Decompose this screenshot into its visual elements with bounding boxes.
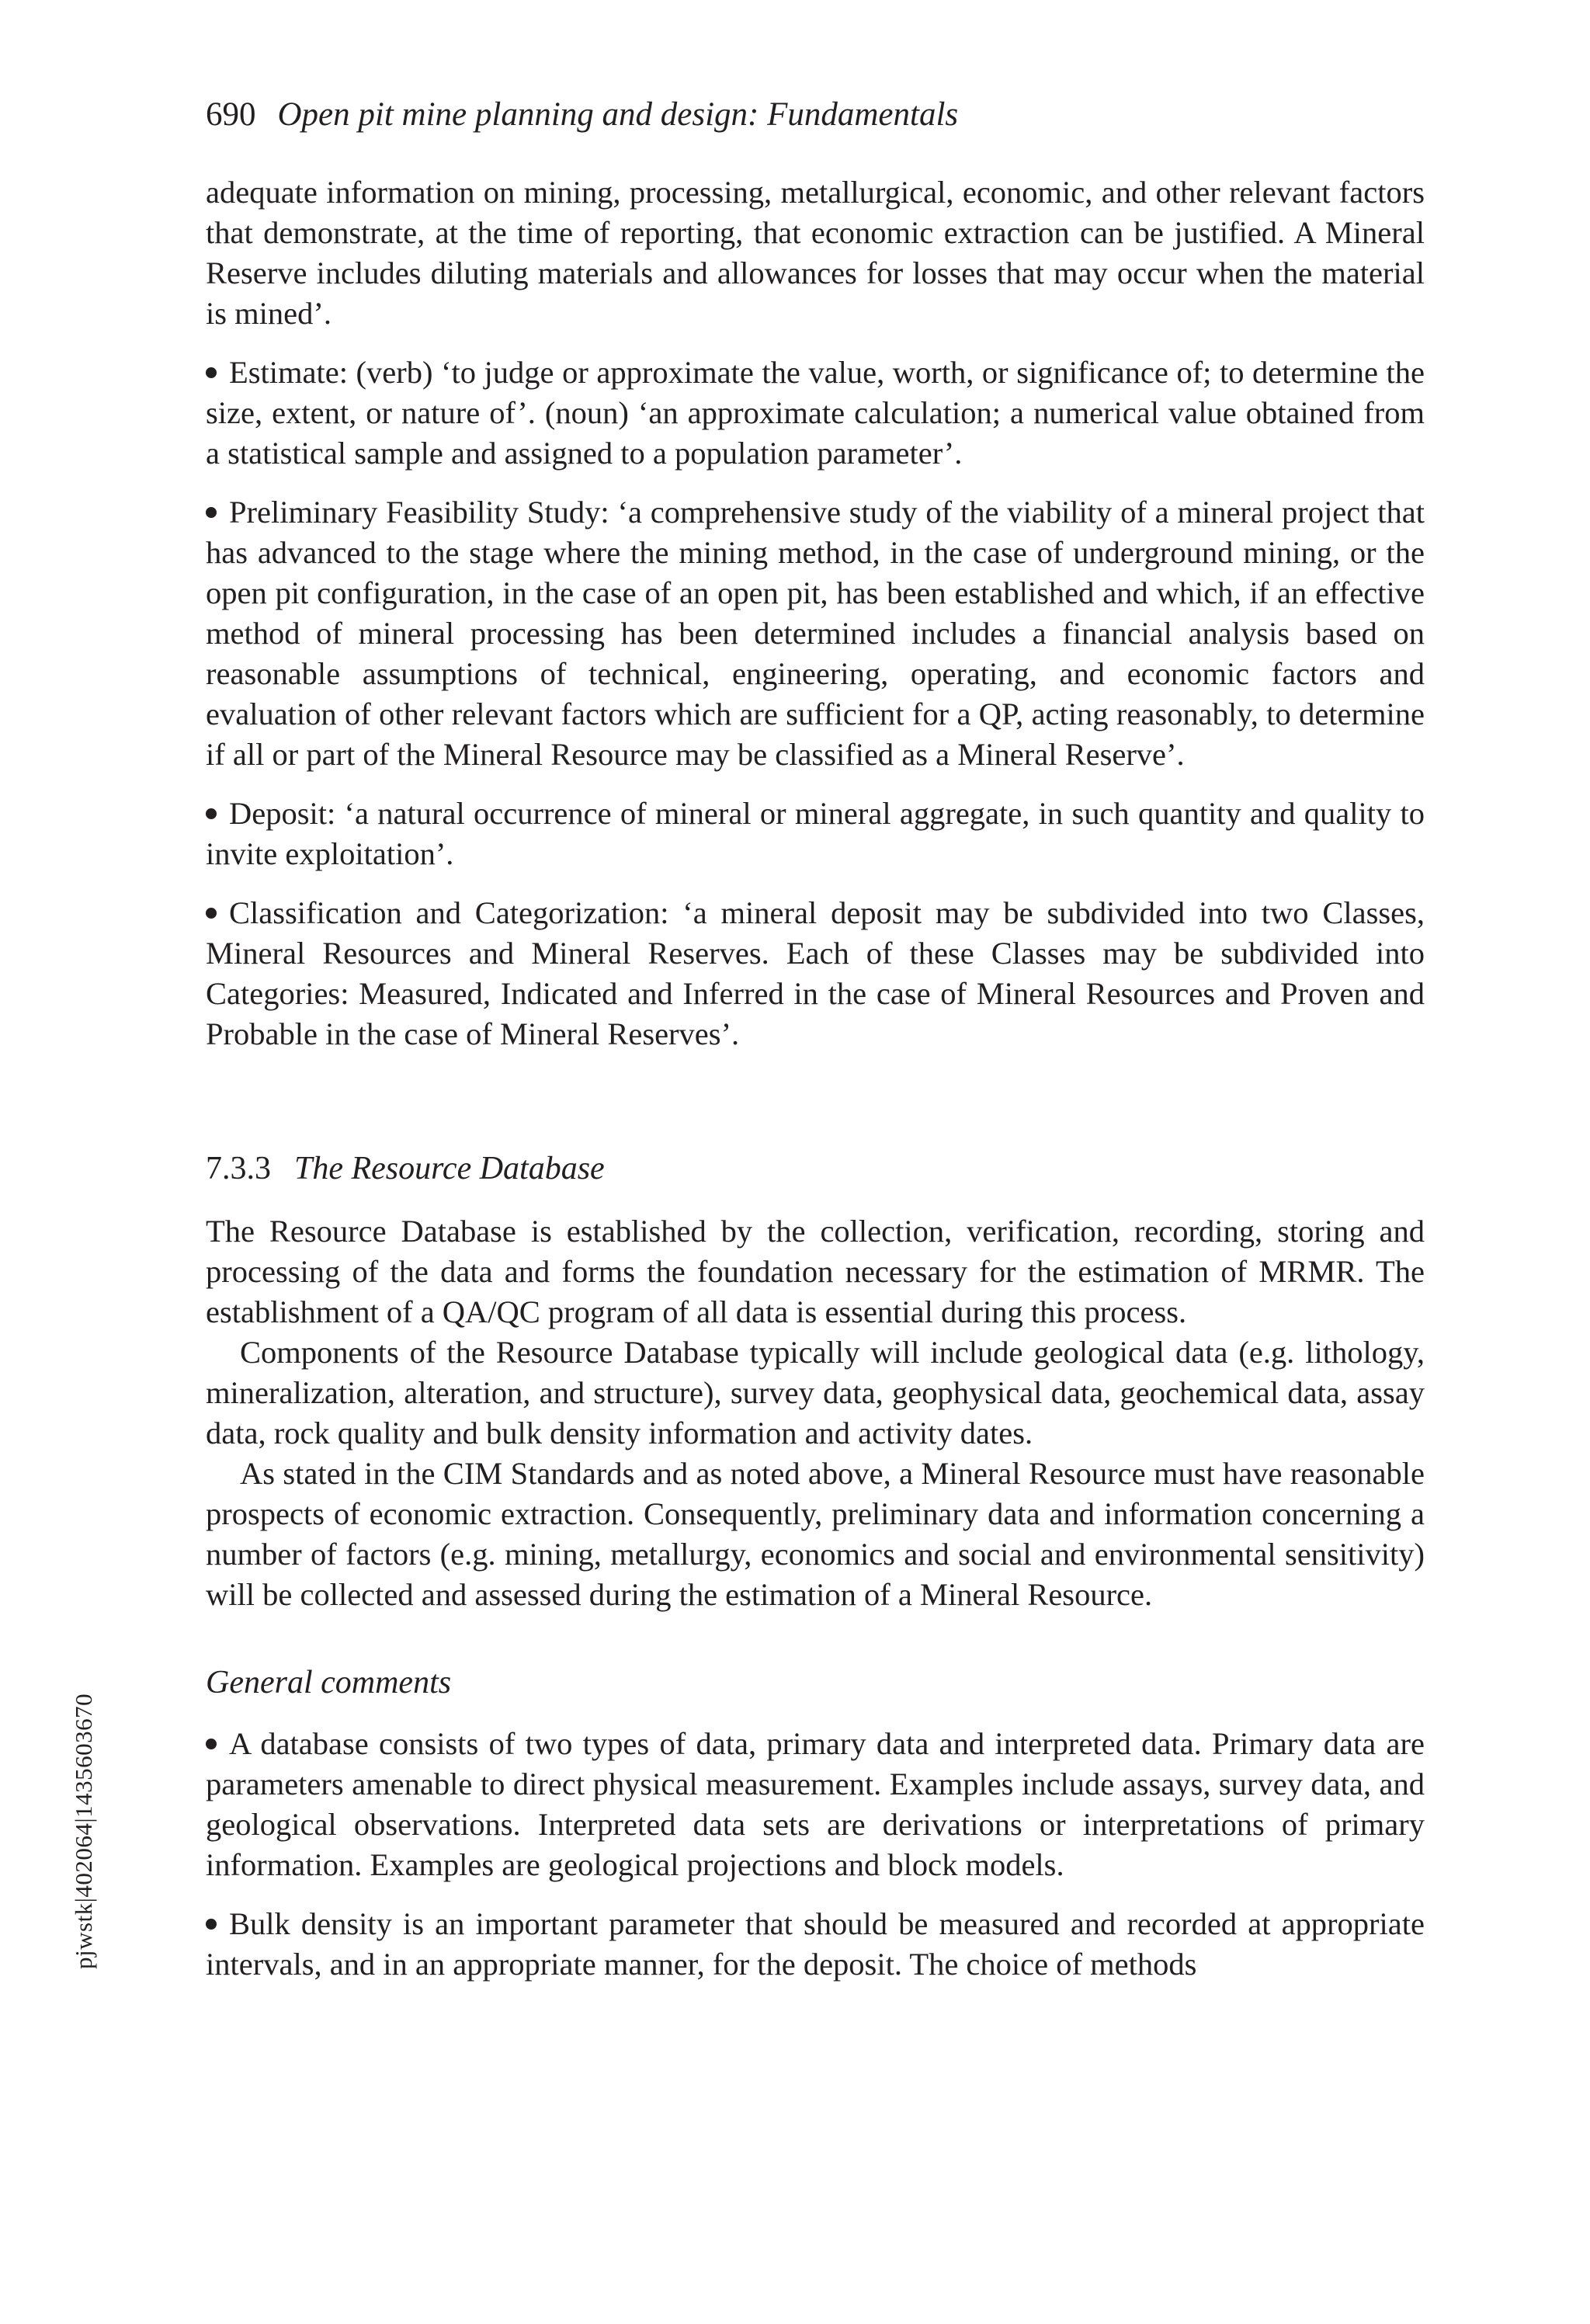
section-paragraph: The Resource Database is established by the collection, verification, recording, storing and processing of the data and forms the foundation necessary for the estimation of MRMR. The establishment of a QA/QC program of all data is essential during this process.: [206, 1214, 1425, 1329]
book-title: Open pit mine planning and design: [277, 96, 748, 133]
section-paragraph: Components of the Resource Database typically will include geological data (e.g. lithology, mineralization, alteration, and structure), survey data, geophysical data, geochemical data, assay data, rock quality and bulk density information and activity dates.: [206, 1335, 1425, 1450]
bullet-database-types: [206, 1724, 1425, 1885]
bullet-dot-icon: [206, 1919, 217, 1930]
section-paragraph: As stated in the CIM Standards and as noted above, a Mineral Resource must have reasonable prospects of economic extraction. Consequently, preliminary data and information concerning a number of factors (e.g. mining, metallurgy, economics and social and environmental sensitivity) will be collected and assessed during the estimation of a Mineral Resource.: [206, 1456, 1425, 1612]
bullet-estimate: [206, 353, 1425, 474]
bullet-dot-icon: [206, 507, 217, 518]
bullet-dot-icon: [206, 1739, 217, 1749]
bullet-prefeasibility-study: [206, 492, 1425, 775]
bullet-text: Estimate: (verb) ‘to judge or approximate the value, worth, or significance of; to determine the size, extent, or nature of’. (noun) ‘an approximate calculation; a numerical value obtained from a statistical sample and assigned to a population parameter’.: [206, 355, 1425, 471]
page-number: 690: [206, 96, 256, 133]
bullet-dot-icon: [206, 908, 217, 919]
bullet-bulk-density: [206, 1904, 1425, 1985]
bullet-text: Preliminary Feasibility Study: ‘a comprehensive study of the viability of a mineral project that has advanced to the stage where the mining method, in the case of underground mining, or the open pit configuration, in the case of an open pit, has been established and which, if an effective method of mineral processing has been determined includes a financial analysis based on reasonable assumptions of technical, engineering, operating, and economic factors and evaluation of other relevant factors which are sufficient for a QP, acting reasonably, to determine if all or part of the Mineral Resource may be classified as a Mineral Reserve’.: [206, 495, 1425, 772]
bullet-text: A database consists of two types of data, primary data and interpreted data. Primary data are parameters amenable to direct physical measurement. Examples include assays, survey data, and geological observations. Interpreted data sets are derivations or interpretations of primary information. Examples are geological projections and block models.: [206, 1726, 1425, 1882]
bullet-dot-icon: [206, 367, 217, 378]
body-text-column: [206, 172, 1425, 1985]
section-heading: [206, 1146, 1425, 1191]
bullet-text: Bulk density is an important parameter that should be measured and recorded at appropriate intervals, and in an appropriate manner, for the deposit. The choice of methods: [206, 1906, 1425, 1982]
section-title: The Resource Database: [294, 1151, 605, 1186]
continuation-paragraph: adequate information on mining, processing, metallurgical, economic, and other relevant factors that demonstrate, at the time of reporting, that economic extraction can be justified. A Mineral Reserve includes diluting materials and allowances for losses that may occur when the material is mined’.: [206, 175, 1425, 331]
section-number: 7.3.3: [206, 1151, 271, 1186]
bullet-classification: [206, 893, 1425, 1054]
subheading-general-comments: General comments: [206, 1665, 452, 1700]
bullet-dot-icon: [206, 808, 217, 819]
side-identifier: pjwstk|402064|1435603670: [70, 1693, 97, 1969]
book-subtitle: : Fundamentals: [748, 96, 959, 133]
running-head: [206, 92, 958, 138]
bullet-text: Classification and Categorization: ‘a mineral deposit may be subdivided into two Classes, Mineral Resources and Mineral Reserves. Each of these Classes may be subdivided into Categories: Measured, Indicated and Inferred in the case of Mineral Resources and Proven and Probable in the case of Mineral Reserves’.: [206, 895, 1425, 1051]
bullet-deposit: [206, 794, 1425, 874]
bullet-text: Deposit: ‘a natural occurrence of mineral or mineral aggregate, in such quantity and quality to invite exploitation’.: [206, 796, 1425, 871]
